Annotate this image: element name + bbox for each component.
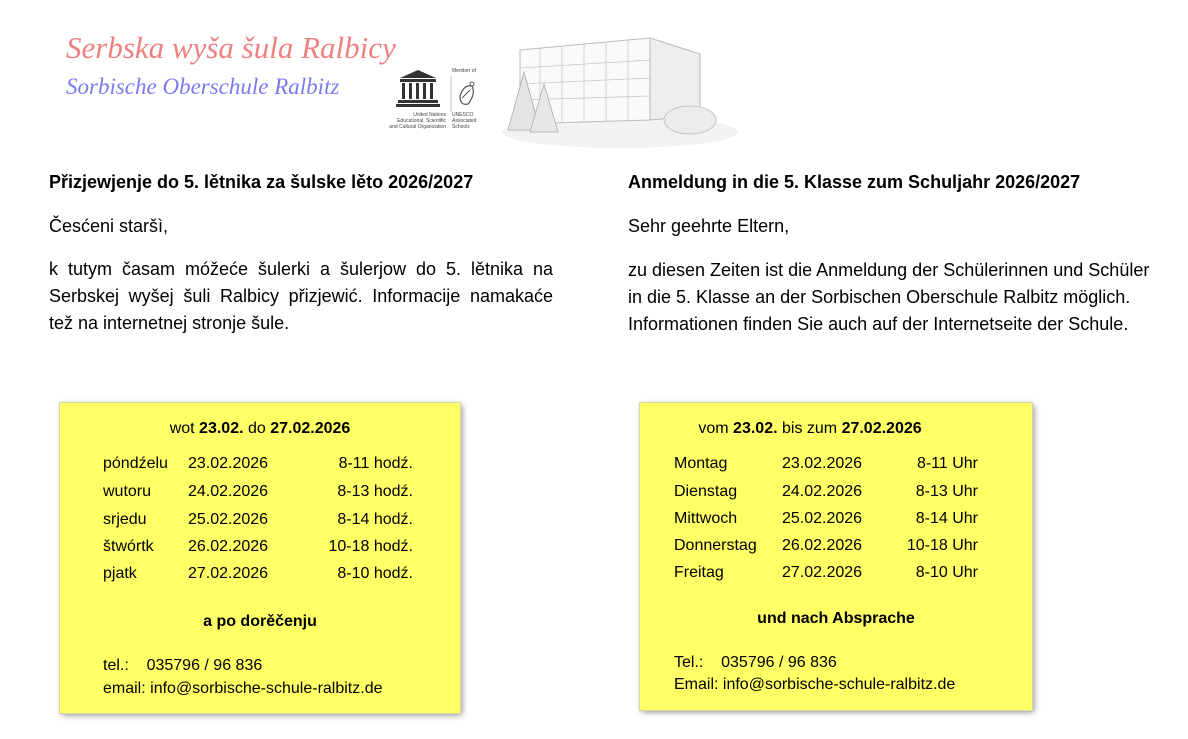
member-of-label: Member of: [452, 68, 476, 74]
sorbian-date-range: wot 23.02. do 27.02.2026: [169, 420, 351, 437]
sorbian-schedule-card: wot 23.02. do 27.02.2026 póndźelu 23.02.2026 8-11 hodź. wutoru 24.02.2026 8-13 hodź. srjedu 25.02.2026 8-14 hodź. štwórtk 26.02.2026 10-18 hodź. pjatk 27.02.2026 8-10 hodź. a po dorěčenju tel.: 035796 / 96 836 email: info@sorbische-schule-ralbitz.de: [60, 403, 460, 713]
german-email: Email: info@sorbische-schule-ralbitz.de: [674, 676, 956, 693]
german-body: zu diesen Zeiten ist die Anmeldung der Schülerinnen und Schüler in die 5. Klasse an der Sorbischen Oberschule Ralbitz möglich. Informationen finden Sie auch auf der Internetseite der Schule.: [628, 260, 1150, 334]
german-phone: Tel.: 035796 / 96 836: [674, 654, 837, 671]
unesco-org-caption: United Nations Educational, Scientific and Cultural Organization: [389, 112, 446, 130]
sorbian-salutation: Česćeni staršì,: [49, 216, 169, 236]
sorbian-phone: tel.: 035796 / 96 836: [103, 657, 263, 674]
letterhead: [0, 0, 1188, 160]
german-schedule-card: vom 23.02. bis zum 27.02.2026 Montag 23.02.2026 8-11 Uhr Dienstag 24.02.2026 8-13 Uhr Mittwoch 25.02.2026 8-14 Uhr Donnerstag 26.02.2026 10-18 Uhr Freitag 27.02.2026 8-10 Uhr und nach Absprache Tel.: 035796 / 96 836 Email: info@sorbische-schule-ralbitz.de: [640, 403, 1032, 710]
sorbian-by-agreement: a po dorěčenju: [203, 613, 317, 630]
email-link[interactable]: info@sorbische-schule-ralbitz.de: [722, 676, 956, 693]
school-building-sketch-icon: [500, 20, 740, 148]
email-link[interactable]: info@sorbische-schule-ralbitz.de: [150, 680, 383, 697]
german-heading: Anmeldung in die 5. Klasse zum Schuljahr 2026/2027: [628, 172, 1081, 192]
sorbian-heading: Přizjewjenje do 5. lětnika za šulske lěto 2026/2027: [49, 172, 474, 192]
german-by-agreement: und nach Absprache: [757, 610, 915, 627]
sorbian-body: k tutym časam móžeće šulerki a šulerjow do 5. lětnika na Serbskej wyšej šuli Ralbicy přizjewić. Informacije namakaće tež na internetnej stronje šule.: [49, 259, 553, 333]
school-name-german: Sorbische Oberschule Ralbitz: [66, 74, 340, 99]
unesco-temple-icon: [388, 66, 448, 112]
german-date-range: vom 23.02. bis zum 27.02.2026: [698, 420, 922, 437]
sorbian-email: email: info@sorbische-schule-ralbitz.de: [103, 680, 383, 697]
unesco-logo: [388, 66, 488, 136]
school-name-sorbian: Serbska wyša šula Ralbicy: [66, 30, 396, 65]
associated-schools-caption: UNESCO Associated Schools: [452, 112, 477, 130]
german-salutation: Sehr geehrte Eltern,: [628, 216, 790, 236]
associated-schools-emblem-icon: [450, 76, 480, 112]
